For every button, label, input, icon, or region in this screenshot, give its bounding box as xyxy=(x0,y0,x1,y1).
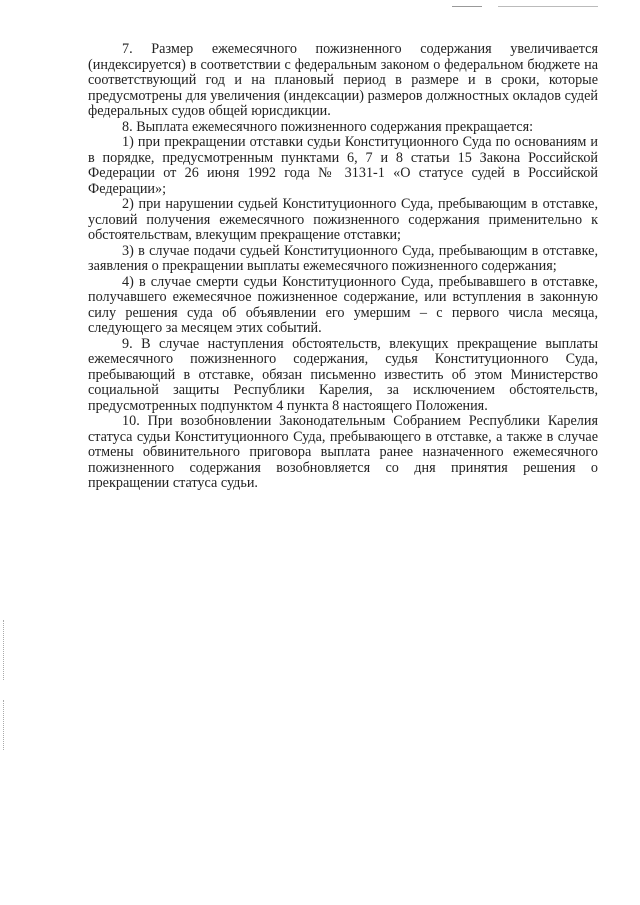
scan-artifact xyxy=(452,6,482,7)
paragraph-8: 8. Выплата ежемесячного пожизненного содержания прекращается: xyxy=(122,118,534,135)
scan-margin-artifact xyxy=(3,620,6,680)
subparagraph-8-4: 4) в случае смерти судьи Конституционного Суда, пребывавшего в отставке, получавшего ежемесячное пожизненное содержание, или вступления в законную силу решения суда об объявлении его умершим – с первого числа месяца, следующего за месяцем этих событий. xyxy=(88,273,598,336)
paragraph-9: 9. В случае наступления обстоятельств, влекущих прекращение выплаты ежемесячного пожизненного содержания, судья Конституционного Суда, пребывающий в отставке, обязан письменно известить об этом Министерство социальной защиты Республики Карелия, за исключением обстоятельств, предусмотренных подпунктом 4 пункта 8 настоящего Положения. xyxy=(88,335,598,414)
subparagraph-8-1: 1) при прекращении отставки судьи Конституционного Суда по основаниям и в порядке, предусмотренным пунктами 6, 7 и 8 статьи 15 Закона Российской Федерации от 26 июня 1992 года № 3131-1 «О статусе судей в Российской Федерации»; xyxy=(88,134,598,197)
paragraph-7: 7. Размер ежемесячного пожизненного содержания увеличивается (индексируется) в соответствии с федеральным законом о федеральном бюджете на соответствующий год и на плановый период в размере и в сроки, которые предусмотрены для увеличения (индексации) размеров должностных окладов судей федеральных судов общей юрисдикции. xyxy=(88,41,598,119)
subparagraph-8-3: 3) в случае подачи судьей Конституционного Суда, пребывающим в отставке, заявления о прекращении выплаты ежемесячного пожизненного содержания; xyxy=(88,242,598,274)
subparagraph-8-2: 2) при нарушении судьей Конституционного Суда, пребывающим в отставке, условий получения ежемесячного пожизненного содержания применительно к обстоятельствам, влекущим прекращение отставки; xyxy=(88,196,598,243)
scan-margin-artifact xyxy=(3,700,6,750)
document-body xyxy=(88,42,598,492)
paragraph-10: 10. При возобновлении Законодательным Собранием Республики Карелия статуса судьи Конституционного Суда, пребывающего в отставке, а также в случае отмены обвинительного приговора выплата ранее назначенного ежемесячного пожизненного содержания возобновляется со дня принятия решения о прекращении статуса судьи. xyxy=(88,413,598,491)
scan-artifact xyxy=(498,6,598,7)
